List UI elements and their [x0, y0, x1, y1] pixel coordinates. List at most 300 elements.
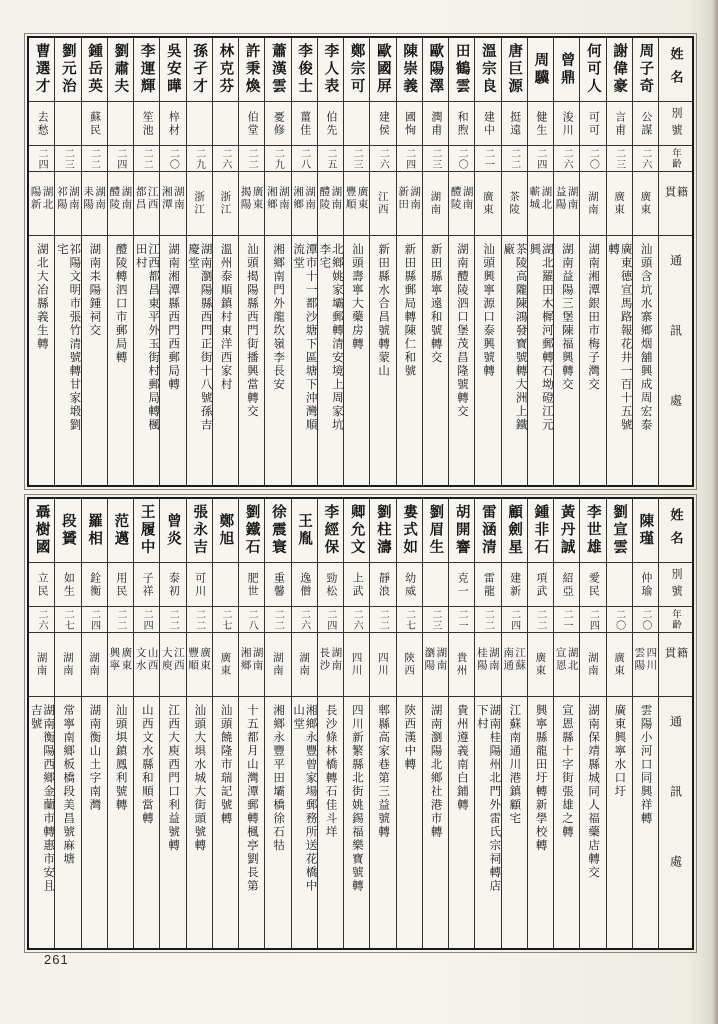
person-native: 湖南益陽 — [554, 185, 579, 211]
person-age: 二六 — [219, 147, 231, 170]
person-native: 廣東豐順 — [187, 646, 212, 672]
person-column — [134, 499, 160, 948]
row-header-column — [659, 38, 692, 485]
person-alias-cell — [318, 102, 343, 146]
person-native-cell — [423, 172, 448, 236]
person-column — [213, 38, 239, 485]
person-native: 湖南醴陵 — [318, 185, 343, 211]
person-age: 二七 — [62, 608, 74, 631]
person-alias-cell — [265, 102, 290, 146]
person-alias-cell — [213, 563, 238, 607]
person-alias-cell — [82, 563, 107, 607]
person-native-cell — [318, 633, 343, 697]
person-column — [265, 499, 291, 948]
person-address-cell — [160, 236, 185, 485]
person-column — [423, 499, 449, 948]
person-alias-cell — [108, 102, 133, 146]
person-column — [475, 38, 501, 485]
person-native: 湖南 — [271, 652, 284, 677]
person-age-cell — [82, 607, 107, 633]
header-alias-label: 別號 — [670, 567, 682, 602]
person-address: 十五都月山灣潭郵轉楓亭劉長第 — [245, 704, 258, 893]
row-header-column — [659, 499, 692, 948]
person-name: 羅相 — [86, 513, 103, 548]
header-address-cell — [659, 697, 692, 948]
person-native-cell — [239, 633, 264, 697]
person-address: 湖南瀏陽北鄉社港市轉 — [429, 704, 442, 839]
person-name: 張永吉 — [191, 504, 208, 557]
person-alias: 伯堂 — [246, 110, 259, 137]
person-alias: 克一 — [456, 571, 469, 598]
person-name-cell — [134, 499, 159, 563]
person-alias-cell — [475, 563, 500, 607]
person-alias: 愛民 — [587, 571, 600, 598]
person-age-cell — [55, 146, 80, 172]
header-age-label: 年齡 — [670, 148, 681, 169]
person-alias-cell — [344, 102, 369, 146]
person-age: 二二 — [114, 608, 126, 631]
person-name: 劉柱濤 — [374, 504, 391, 557]
person-age-cell — [554, 607, 579, 633]
person-column — [239, 499, 265, 948]
person-name: 田鶴雲 — [453, 43, 470, 96]
person-native: 湖南湘鄉 — [265, 185, 290, 211]
person-age-cell — [108, 146, 133, 172]
person-alias: 靜浪 — [377, 571, 390, 598]
person-column — [449, 38, 475, 485]
person-native-cell — [55, 172, 80, 236]
person-address: 湖南瀏陽縣西門正街十八號孫吉慶堂 — [187, 243, 212, 432]
person-alias: 建侯 — [377, 110, 390, 137]
person-name-cell — [397, 499, 422, 563]
person-name-cell — [580, 38, 605, 102]
person-alias: 立民 — [36, 571, 49, 598]
person-alias-cell — [528, 563, 553, 607]
person-age-cell — [29, 607, 54, 633]
person-age: 二〇 — [587, 147, 599, 170]
person-age: 二四 — [36, 147, 48, 170]
person-column — [344, 38, 370, 485]
person-column — [633, 38, 659, 485]
header-alias-cell — [659, 102, 692, 146]
person-name: 劉肅夫 — [112, 43, 129, 96]
person-alias-cell — [239, 102, 264, 146]
person-native: 貴州 — [455, 652, 468, 677]
person-name: 劉鐵石 — [243, 504, 260, 557]
person-column — [318, 499, 344, 948]
person-native: 廣東 — [613, 191, 626, 216]
person-alias: 雷龍 — [482, 571, 495, 598]
person-alias: 重馨 — [272, 571, 285, 598]
person-address: 新田縣水合昌號轉蒙山 — [377, 243, 390, 378]
person-age: 二六 — [377, 147, 389, 170]
person-alias: 項武 — [534, 571, 547, 598]
person-name-cell — [344, 499, 369, 563]
person-native: 廣東興寧 — [108, 646, 133, 672]
person-alias: 泰初 — [167, 571, 180, 598]
person-address: 新田縣寧遠和號轉交 — [429, 243, 442, 365]
person-address-cell — [397, 697, 422, 948]
person-alias-cell — [29, 102, 54, 146]
person-name: 劉元治 — [59, 43, 76, 96]
person-native: 湖南 — [61, 652, 74, 677]
person-native: 江西大庾 — [160, 646, 185, 672]
person-native-cell — [370, 172, 395, 236]
person-column — [108, 38, 134, 485]
person-address: 汕頭大埧水城大街頭號轉 — [193, 704, 206, 853]
person-address: 湖北羅田木樨河郵轉石坳磴江元興 — [528, 243, 553, 432]
person-native-cell — [397, 633, 422, 697]
person-alias: 健生 — [534, 110, 547, 137]
header-name-cell — [659, 499, 692, 563]
person-column — [554, 499, 580, 948]
person-name: 謝偉豪 — [611, 43, 628, 96]
person-alias-cell — [423, 102, 448, 146]
person-age-cell — [475, 146, 500, 172]
person-native: 湖南 — [429, 191, 442, 216]
person-address-cell — [82, 236, 107, 485]
person-address: 祁陽文明市張竹清號轉甘家塅劉宅 — [55, 243, 81, 432]
person-address-cell — [554, 236, 579, 485]
person-address: 汕頭壽寧大藥房轉 — [350, 243, 363, 351]
person-native-cell — [82, 633, 107, 697]
person-name: 歐國屏 — [374, 43, 391, 96]
person-name-cell — [633, 38, 658, 102]
person-column — [502, 499, 528, 948]
person-name-cell — [134, 38, 159, 102]
person-address: 貴州遵義南白鋪轉 — [455, 704, 468, 812]
person-address-cell — [580, 697, 605, 948]
person-address-cell — [502, 697, 527, 948]
person-alias: 建中 — [482, 110, 495, 137]
person-address: 汕頭埧鎮鳳利號轉 — [114, 704, 127, 812]
person-age-cell — [239, 607, 264, 633]
person-column — [55, 499, 81, 948]
person-alias-cell — [607, 102, 632, 146]
person-alias-cell — [449, 563, 474, 607]
person-age-cell — [134, 146, 159, 172]
person-address: 陝西漢中轉 — [403, 704, 416, 772]
person-column — [580, 499, 606, 948]
person-alias: 子祥 — [141, 571, 154, 598]
person-age-cell — [580, 607, 605, 633]
person-name-cell — [265, 38, 290, 102]
person-native-cell — [475, 633, 500, 697]
person-native: 湖南 — [298, 652, 311, 677]
person-age: 二三 — [351, 147, 363, 170]
person-age: 二四 — [587, 608, 599, 631]
person-address-cell — [29, 236, 54, 485]
person-alias-cell — [580, 563, 605, 607]
person-column — [213, 499, 239, 948]
person-name: 唐巨源 — [506, 43, 523, 96]
person-alias-cell — [423, 563, 448, 607]
person-alias: 幼威 — [403, 571, 416, 598]
person-age: 二二 — [534, 608, 546, 631]
person-name-cell — [580, 499, 605, 563]
person-native: 湖南 — [586, 652, 599, 677]
person-age: 二一 — [561, 608, 573, 631]
person-age-cell — [292, 146, 317, 172]
person-address: 雲陽小河口同興祥轉 — [639, 704, 652, 826]
person-native: 湖南 — [35, 652, 48, 677]
person-address: 常寧南鄉板橋段美昌號麻塘 — [62, 704, 75, 866]
person-native-cell — [475, 172, 500, 236]
person-name-cell — [55, 38, 80, 102]
person-name-cell — [318, 38, 343, 102]
person-alias: 可可 — [587, 110, 600, 137]
person-address-cell — [607, 236, 632, 485]
person-native-cell — [528, 172, 553, 236]
person-age-cell — [397, 607, 422, 633]
person-age-cell — [502, 146, 527, 172]
directory-table-top — [27, 36, 694, 487]
person-native: 湖南醴陵 — [449, 185, 474, 211]
person-address-cell — [160, 697, 185, 948]
person-name-cell — [239, 38, 264, 102]
person-name: 李運輝 — [138, 43, 155, 96]
person-alias-cell — [134, 563, 159, 607]
person-name-cell — [607, 499, 632, 563]
person-age: 二三 — [429, 608, 441, 631]
person-address: 湖南湘潭銀田市梅子灣交 — [587, 243, 600, 392]
person-name: 段贇 — [59, 513, 76, 548]
person-age: 二三 — [429, 147, 441, 170]
person-age: 二一 — [482, 147, 494, 170]
person-age: 二四 — [141, 608, 153, 631]
person-age-cell — [134, 607, 159, 633]
person-column — [554, 38, 580, 485]
person-name: 曾鼎 — [558, 52, 575, 87]
person-column — [528, 38, 554, 485]
person-age: 二八 — [246, 608, 258, 631]
person-name-cell — [528, 499, 553, 563]
person-address: 湖南耒陽鍾祠交 — [88, 243, 101, 338]
person-age-cell — [108, 607, 133, 633]
person-age: 二〇 — [167, 147, 179, 170]
person-age: 二〇 — [456, 147, 468, 170]
person-age: 二六 — [298, 608, 310, 631]
person-column — [160, 499, 186, 948]
person-name: 林克芬 — [217, 43, 234, 96]
person-address: 江西都昌東平外玉街村郵局轉楓田村 — [134, 243, 160, 432]
person-native-cell — [265, 633, 290, 697]
person-age: 二二 — [167, 608, 179, 631]
person-name: 李俊士 — [296, 43, 313, 96]
person-name-cell — [160, 499, 185, 563]
person-age-cell — [213, 146, 238, 172]
person-alias-cell — [82, 102, 107, 146]
person-name: 鄭宗可 — [348, 43, 365, 96]
person-alias-cell — [292, 563, 317, 607]
person-address-cell — [265, 236, 290, 485]
person-native: 四川 — [376, 652, 389, 677]
person-native-cell — [449, 633, 474, 697]
header-native-cell — [659, 633, 692, 697]
person-alias: 仲瑜 — [639, 571, 652, 598]
person-native-cell — [187, 172, 212, 236]
person-name: 鍾岳英 — [86, 43, 103, 96]
person-alias: 用民 — [114, 571, 127, 598]
person-native-cell — [265, 172, 290, 236]
person-age-cell — [502, 607, 527, 633]
person-native-cell — [554, 172, 579, 236]
person-address: 湖南湘潭縣西門西郵局轉 — [167, 243, 180, 392]
person-address: 湘鄉南門外龍坎嶺李長安 — [272, 243, 285, 392]
person-native: 四川 — [350, 652, 363, 677]
person-native: 湖北陽新 — [29, 185, 54, 211]
person-name-cell — [292, 38, 317, 102]
person-native-cell — [607, 633, 632, 697]
person-name-cell — [607, 38, 632, 102]
header-alias-label: 別號 — [670, 106, 682, 141]
person-alias: 浚川 — [561, 110, 574, 137]
person-age-cell — [187, 146, 212, 172]
person-address-cell — [370, 697, 395, 948]
person-native: 廣東 — [639, 191, 652, 216]
person-name-cell — [292, 499, 317, 563]
person-name: 聶樹國 — [33, 504, 50, 557]
header-age-cell — [659, 146, 692, 172]
person-native-cell — [502, 633, 527, 697]
person-alias: 可川 — [193, 571, 206, 598]
person-native: 四川雲陽 — [633, 646, 658, 672]
person-name-cell — [528, 38, 553, 102]
person-column — [187, 38, 213, 485]
person-age: 二八 — [298, 147, 310, 170]
person-address-cell — [449, 236, 474, 485]
person-column — [528, 499, 554, 948]
person-alias-cell — [502, 563, 527, 607]
person-column — [344, 499, 370, 948]
person-alias-cell — [397, 563, 422, 607]
person-age-cell — [82, 146, 107, 172]
person-alias: 紹亞 — [561, 571, 574, 598]
person-native-cell — [344, 172, 369, 236]
person-native-cell — [292, 633, 317, 697]
person-name: 許秉煥 — [243, 43, 260, 96]
person-age-cell — [160, 146, 185, 172]
person-alias-cell — [187, 102, 212, 146]
person-column — [370, 38, 396, 485]
person-column — [292, 38, 318, 485]
person-address-cell — [554, 697, 579, 948]
person-address-cell — [239, 236, 264, 485]
person-age-cell — [397, 146, 422, 172]
person-address: 湖南益陽三堡陳福興轉交 — [560, 243, 573, 392]
person-age-cell — [265, 146, 290, 172]
header-name-label: 姓名 — [668, 507, 684, 554]
person-address-cell — [187, 236, 212, 485]
person-name: 曹選才 — [33, 43, 50, 96]
person-age-cell — [607, 146, 632, 172]
person-column — [475, 499, 501, 948]
person-address: 汕頭揭陽縣西門街播興當轉交 — [245, 243, 258, 419]
person-alias: 挺遠 — [508, 110, 521, 137]
person-age: 二五 — [324, 147, 336, 170]
person-name-cell — [213, 499, 238, 563]
person-alias-cell — [370, 102, 395, 146]
header-address-cell — [659, 236, 692, 485]
person-age: 二四 — [88, 608, 100, 631]
header-address-label: 通訊處 — [668, 254, 683, 464]
person-address: 汕頭饒隆市瑞記號轉 — [219, 704, 232, 826]
person-alias-cell — [292, 102, 317, 146]
person-alias-cell — [580, 102, 605, 146]
person-name: 周驥 — [532, 52, 549, 87]
person-alias: 建新 — [508, 571, 521, 598]
header-native-label: 籍貫 — [663, 185, 688, 206]
person-address-cell — [213, 697, 238, 948]
person-address: 廣東德宣馬路報花井一百十五號轉 — [607, 243, 632, 432]
person-column — [108, 499, 134, 948]
person-column — [265, 38, 291, 485]
person-native-cell — [134, 633, 159, 697]
person-name: 劉眉生 — [427, 504, 444, 557]
person-native: 湖南耒陽 — [82, 185, 107, 211]
page-number: 261 — [44, 952, 69, 967]
person-native-cell — [82, 172, 107, 236]
person-alias-cell — [108, 563, 133, 607]
person-name-cell — [55, 499, 80, 563]
person-native: 江西 — [376, 191, 389, 216]
person-native: 湖南桂陽 — [475, 646, 500, 672]
person-name-cell — [344, 38, 369, 102]
person-column — [29, 499, 55, 948]
person-age: 二四 — [534, 147, 546, 170]
person-age-cell — [633, 607, 658, 633]
person-name: 胡開謇 — [453, 504, 470, 557]
person-name: 李經保 — [322, 504, 339, 557]
person-age: 二四 — [508, 608, 520, 631]
person-alias-cell — [55, 563, 80, 607]
person-native-cell — [528, 633, 553, 697]
person-alias-cell — [449, 102, 474, 146]
person-name: 婁式如 — [401, 504, 418, 557]
person-age-cell — [344, 607, 369, 633]
person-address: 溫州泰順鎮村東洋西家村 — [219, 243, 232, 392]
person-column — [633, 499, 659, 948]
person-column — [318, 38, 344, 485]
person-name: 李世雄 — [584, 504, 601, 557]
person-native-cell — [29, 633, 54, 697]
person-native-cell — [160, 633, 185, 697]
person-name-cell — [370, 499, 395, 563]
person-age-cell — [29, 146, 54, 172]
person-age: 二二 — [482, 608, 494, 631]
person-alias-cell — [502, 102, 527, 146]
person-alias-cell — [160, 563, 185, 607]
person-native: 茶陵 — [508, 191, 521, 216]
person-column — [82, 38, 108, 485]
person-name-cell — [29, 499, 54, 563]
person-alias: 肥世 — [246, 571, 259, 598]
person-alias-cell — [607, 563, 632, 607]
person-age: 二〇 — [639, 608, 651, 631]
person-name-cell — [554, 38, 579, 102]
person-age-cell — [344, 146, 369, 172]
person-age: 二二 — [88, 147, 100, 170]
person-column — [239, 38, 265, 485]
person-age-cell — [370, 607, 395, 633]
person-age-cell — [475, 607, 500, 633]
person-address: 興寧縣龍田圩轉新學校轉 — [534, 704, 547, 853]
header-address-label: 通訊處 — [668, 715, 683, 925]
person-name-cell — [475, 499, 500, 563]
person-age-cell — [423, 607, 448, 633]
person-native: 湖南瀏陽 — [423, 646, 448, 672]
person-address-cell — [633, 236, 658, 485]
